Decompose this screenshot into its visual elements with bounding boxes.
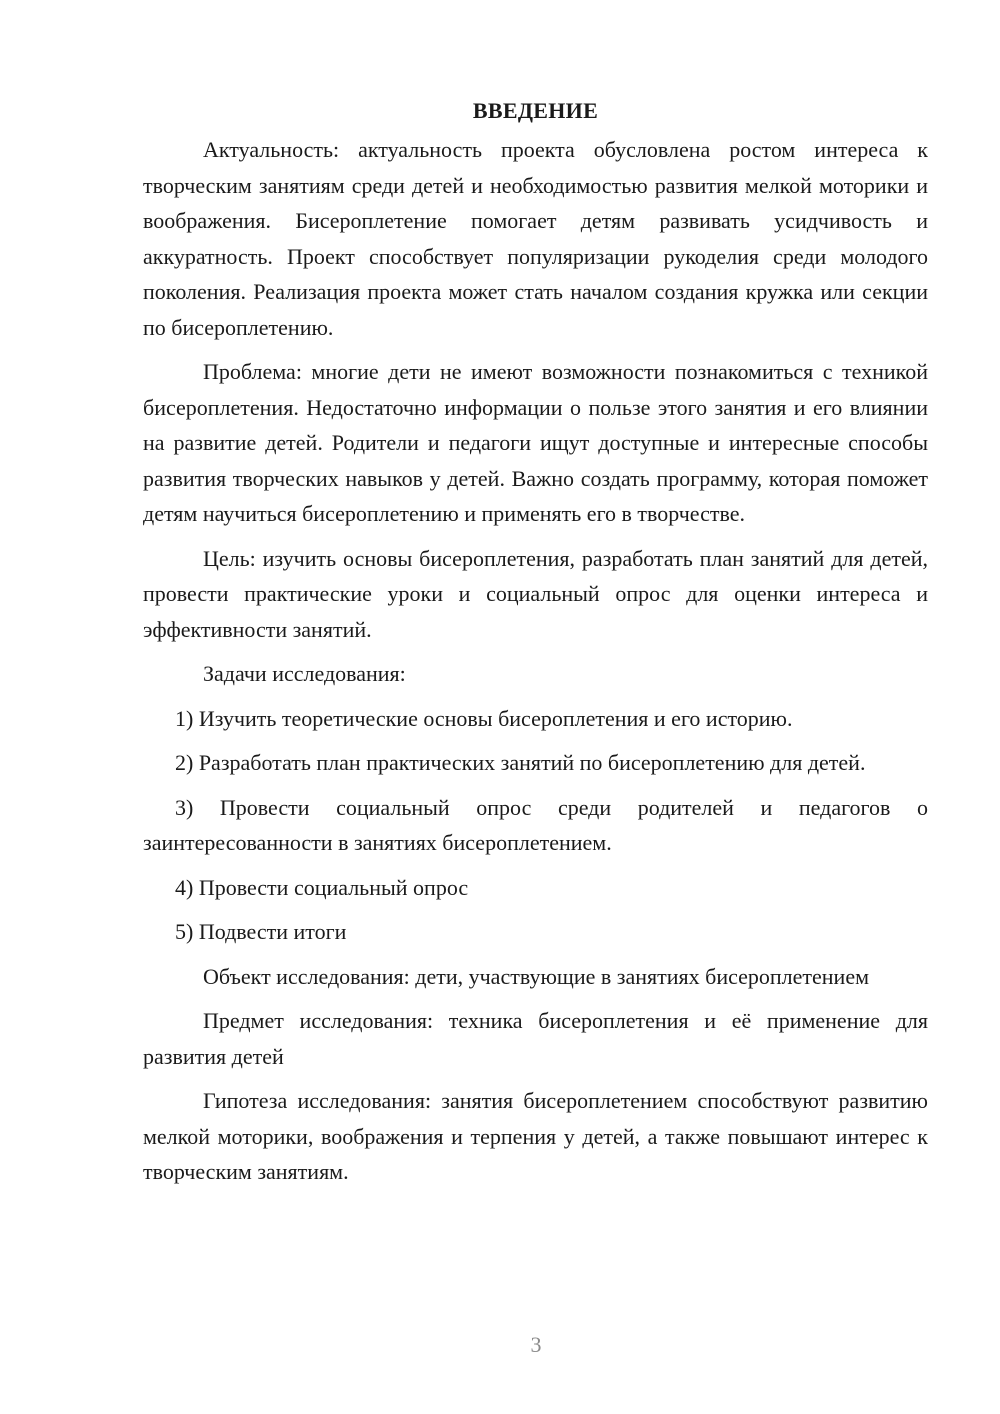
- paragraph-goal: Цель: изучить основы бисероплетения, разработать план занятий для детей, провести практические уроки и социальный опрос для оценки интереса и эффективности занятий.: [143, 545, 928, 642]
- section-title: ВВЕДЕНИЕ: [472, 98, 599, 123]
- paragraph-subject: Предмет исследования: техника бисероплетения и её применение для развития детей: [143, 1008, 928, 1069]
- paragraph-problem: Проблема: многие дети не имеют возможности познакомиться с техникой бисероплетения. Недостаточно информации о пользе этого занятия и его влиянии на развитие детей. Родители и педагоги ищут доступные и интересные способы развития творческих навыков у детей. Важно создать программу, которая поможет детям научиться бисероплетению и применять его в творчестве.: [143, 359, 928, 526]
- paragraph-tasks-heading: Задачи исследования:: [203, 661, 406, 686]
- task-item-1: 1) Изучить теоретические основы бисероплетения и его историю.: [175, 705, 793, 731]
- document-page: [143, 96, 928, 1199]
- paragraph-object: Объект исследования: дети, участвующие в занятиях бисероплетением: [203, 963, 870, 989]
- task-item-3: 3) Провести социальный опрос среди родителей и педагогов о заинтересованности в занятиях бисероплетением.: [143, 794, 928, 855]
- task-item-2: 2) Разработать план практических занятий по бисероплетению для детей.: [175, 750, 866, 775]
- task-item-5: 5) Подвести итоги: [175, 919, 347, 944]
- page-number: 3: [530, 1332, 542, 1357]
- paragraph-relevance: Актуальность: актуальность проекта обусловлена ростом интереса к творческим занятиям среди детей и необходимостью развития мелкой моторики и воображения. Бисероплетение помогает детям развивать усидчивость и аккуратность. Проект способствует популяризации рукоделия среди молодого поколения. Реализация проекта может стать началом создания кружка или секции по бисероплетению.: [143, 137, 928, 340]
- paragraph-hypothesis: Гипотеза исследования: занятия бисероплетением способствуют развитию мелкой моторики, воображения и терпения у детей, а также повышают интерес к творческим занятиям.: [143, 1088, 928, 1184]
- task-item-4: 4) Провести социальный опрос: [175, 874, 469, 900]
